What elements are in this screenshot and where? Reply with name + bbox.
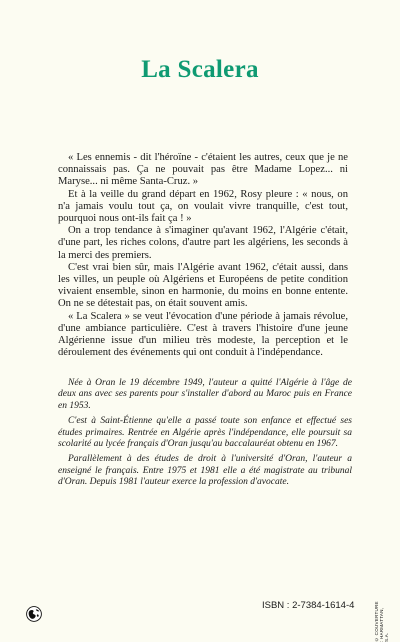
bio-paragraph: Née à Oran le 19 décembre 1949, l'auteur a quitté l'Algérie à l'âge de deux ans avec ses parents pour s'installer d'abord au Maroc puis en France en 1953. — [58, 378, 352, 411]
blurb-paragraph: C'est vrai bien sûr, mais l'Algérie avant 1962, c'était aussi, dans les villes, un peuple où Algériens et Européens de petite condition vivaient ensemble, sinon en harmonie, du moins en bonne entente. On ne se détestait pas, on était souvent amis. — [58, 261, 348, 310]
isbn-label: ISBN : 2-7384-1614-4 — [262, 600, 355, 611]
blurb-paragraph: « La Scalera » se veut l'évocation d'une période à jamais révolue, d'une ambiance particulière. C'est à travers l'histoire d'une jeune Algérienne issue d'un milieu très modeste, la perception et le déroulement des événements qui ont conduit à l'indépendance. — [58, 310, 348, 359]
bio-paragraph: C'est à Saint-Étienne qu'elle a passé toute son enfance et effectué ses études primaires. Rentrée en Algérie après l'indépendance, elle poursuit sa scolarité au lycée français d'Oran jusqu'au baccalauréat obtenu en 1967. — [58, 416, 352, 450]
book-title: La Scalera — [141, 56, 259, 83]
blurb-paragraph: On a trop tendance à s'imaginer qu'avant 1962, l'Algérie c'était, d'une part, les riches colons, d'autre part les algériens, les seconds à la merci des premiers. — [58, 225, 348, 261]
blurb-section — [58, 152, 348, 359]
blurb-paragraph: Et à la veille du grand départ en 1962, Rosy pleure : « nous, on n'a jamais voulu tout ça, on voulait vivre tranquille, c'est tout, pourquoi nous ont-ils fait ça ! » — [58, 188, 348, 225]
author-bio-section — [58, 378, 352, 493]
globe-icon — [26, 606, 42, 622]
bio-paragraph: Parallèlement à des études de droit à l'université d'Oran, l'auteur a enseigné le français. Entre 1975 et 1981 elle a été magistrate au tribunal d'Oran. Depuis 1981 l'auteur exerce la profession d'avocate. — [58, 454, 352, 488]
blurb-paragraph: « Les ennemis - dit l'héroïne - c'étaient les autres, ceux que je ne connaissais pas. Ça ne pouvait pas être Madame Lopez... ni Maryse... ni même Santa-Cruz. » — [58, 152, 348, 188]
copyright-notice: © COUVERTURE : HARMATTAN, S.A. — [374, 601, 389, 642]
